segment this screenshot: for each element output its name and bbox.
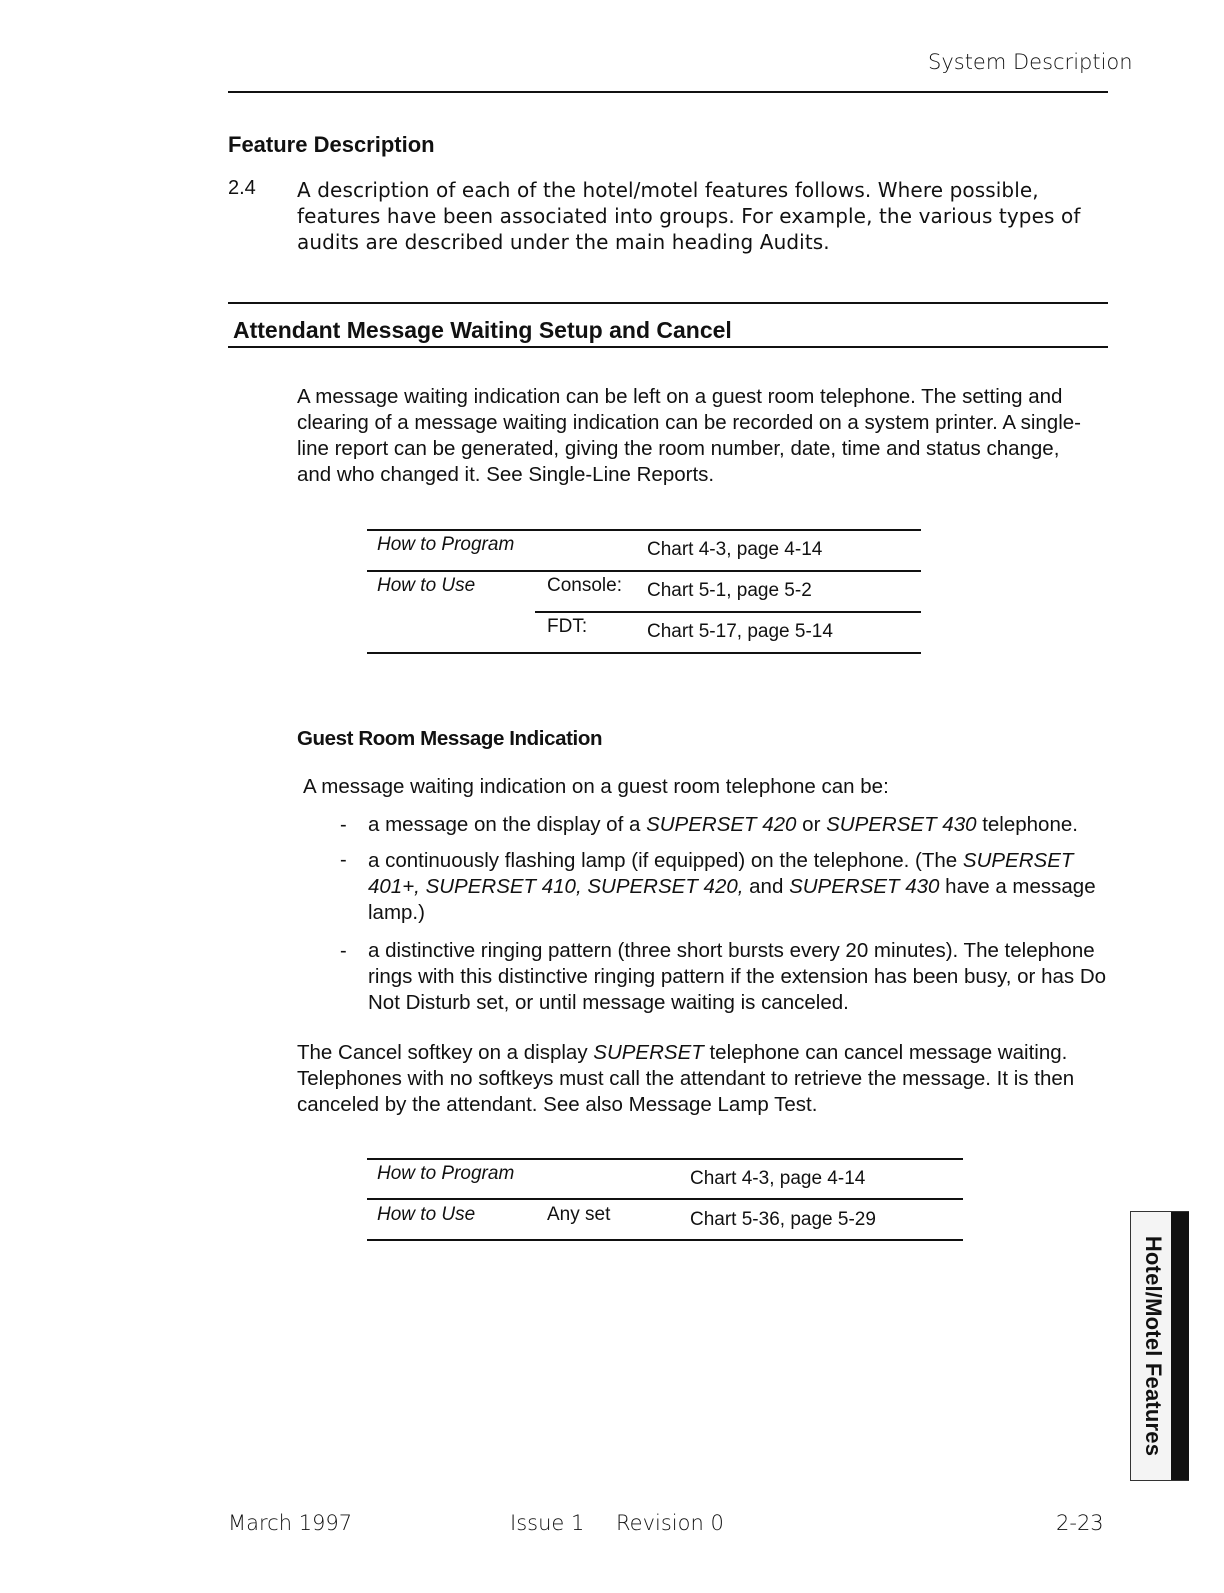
text-run: have a message lamp.): [368, 875, 1096, 924]
italic-text-run: SUPERSET 430: [826, 813, 977, 836]
italic-text-run: SUPERSET 420: [646, 813, 797, 836]
header-rule: [228, 91, 1108, 93]
text-run: or: [796, 813, 827, 836]
table-rule: [367, 652, 921, 654]
table-cell-reference: Chart 5-36, page 5-29: [690, 1209, 876, 1230]
guest-room-reference-table: [367, 1158, 963, 1243]
table-cell-reference: Chart 4-3, page 4-14: [690, 1168, 866, 1189]
table-rule: [367, 1198, 963, 1200]
table-rule: [367, 1158, 963, 1160]
footer-issue: Issue 1: [510, 1511, 585, 1535]
text-run: telephone can cancel message waiting. Telephones with no softkeys must call the attendant to retrieve the message. It is then canceled by the attendant. See also Message Lamp Test.: [297, 1041, 1075, 1116]
side-tab-bar: [1171, 1212, 1189, 1480]
side-tab-label-wrap: [1135, 1212, 1171, 1480]
section-rule-bottom: [228, 346, 1108, 348]
bullet-marker: -: [340, 849, 347, 871]
italic-text-run: SUPERSET 430: [789, 875, 940, 898]
table-cell-reference: Chart 4-3, page 4-14: [647, 539, 823, 560]
attendant-paragraph: A message waiting indication can be left on a guest room telephone. The setting and clearing of a message waiting indication can be recorded on a system printer. A single-line report can be generated, giving the room number, date, time and status change, and who changed it. See Single-Line Reports.: [297, 385, 1081, 486]
text-run: a distinctive ringing pattern (three short bursts every 20 minutes). The telephone rings with this distinctive ringing pattern if the extension has been busy, or has Do Not Disturb set, or until message waiting is canceled.: [368, 939, 1107, 1014]
text-run: and: [743, 875, 790, 898]
table-rule: [535, 611, 921, 613]
table-rule: [367, 570, 921, 572]
bullet-item: [368, 938, 1113, 1016]
table-cell-reference: Chart 5-17, page 5-14: [647, 621, 833, 642]
bullet-marker: -: [340, 940, 347, 962]
guest-room-heading: Guest Room Message Indication: [297, 727, 603, 750]
table-cell-label: How to Program: [377, 1163, 515, 1184]
side-tab-label: Hotel/Motel Features: [1141, 1235, 1166, 1457]
guest-room-intro: A message waiting indication on a guest room telephone can be:: [303, 775, 889, 798]
footer-date: March 1997: [228, 1511, 353, 1535]
bullet-item: [368, 812, 1113, 838]
text-run: a continuously flashing lamp (if equipped) on the telephone. (The: [368, 849, 963, 872]
section-number: 2.4: [228, 177, 256, 199]
table-rule: [367, 529, 921, 531]
section-rule-top: [228, 302, 1108, 304]
running-header: System Description: [928, 50, 1133, 74]
text-run: a message on the display of a: [368, 813, 647, 836]
attendant-section-heading: Attendant Message Waiting Setup and Cancel: [233, 317, 732, 343]
section-side-tab: [1130, 1211, 1189, 1481]
italic-text-run: SUPERSET 401+, SUPERSET 410, SUPERSET 420,: [368, 849, 1074, 898]
table-cell-label: How to Use: [377, 575, 476, 596]
footer-revision: Revision 0: [616, 1511, 724, 1535]
footer-page-number: 2-23: [1056, 1511, 1104, 1535]
italic-text-run: SUPERSET: [593, 1041, 704, 1064]
table-rule: [367, 1239, 963, 1241]
table-cell-device: Any set: [547, 1204, 611, 1225]
table-cell-device: Console:: [547, 575, 622, 596]
cancel-paragraph: [297, 1040, 1107, 1118]
text-run: telephone.: [976, 813, 1078, 836]
table-cell-device: FDT:: [547, 616, 588, 637]
feature-description-heading: Feature Description: [228, 132, 435, 157]
feature-description-text: A description of each of the hotel/motel features follows. Where possible, features have been associated into groups. For example, the various types of audits are described under the main heading Audits.: [297, 178, 1081, 254]
bullet-item: [368, 848, 1113, 926]
table-cell-label: How to Use: [377, 1204, 476, 1225]
table-cell-reference: Chart 5-1, page 5-2: [647, 580, 812, 601]
attendant-reference-table: [367, 529, 921, 655]
text-run: The Cancel softkey on a display: [297, 1041, 594, 1064]
bullet-marker: -: [340, 814, 347, 836]
table-cell-label: How to Program: [377, 534, 515, 555]
